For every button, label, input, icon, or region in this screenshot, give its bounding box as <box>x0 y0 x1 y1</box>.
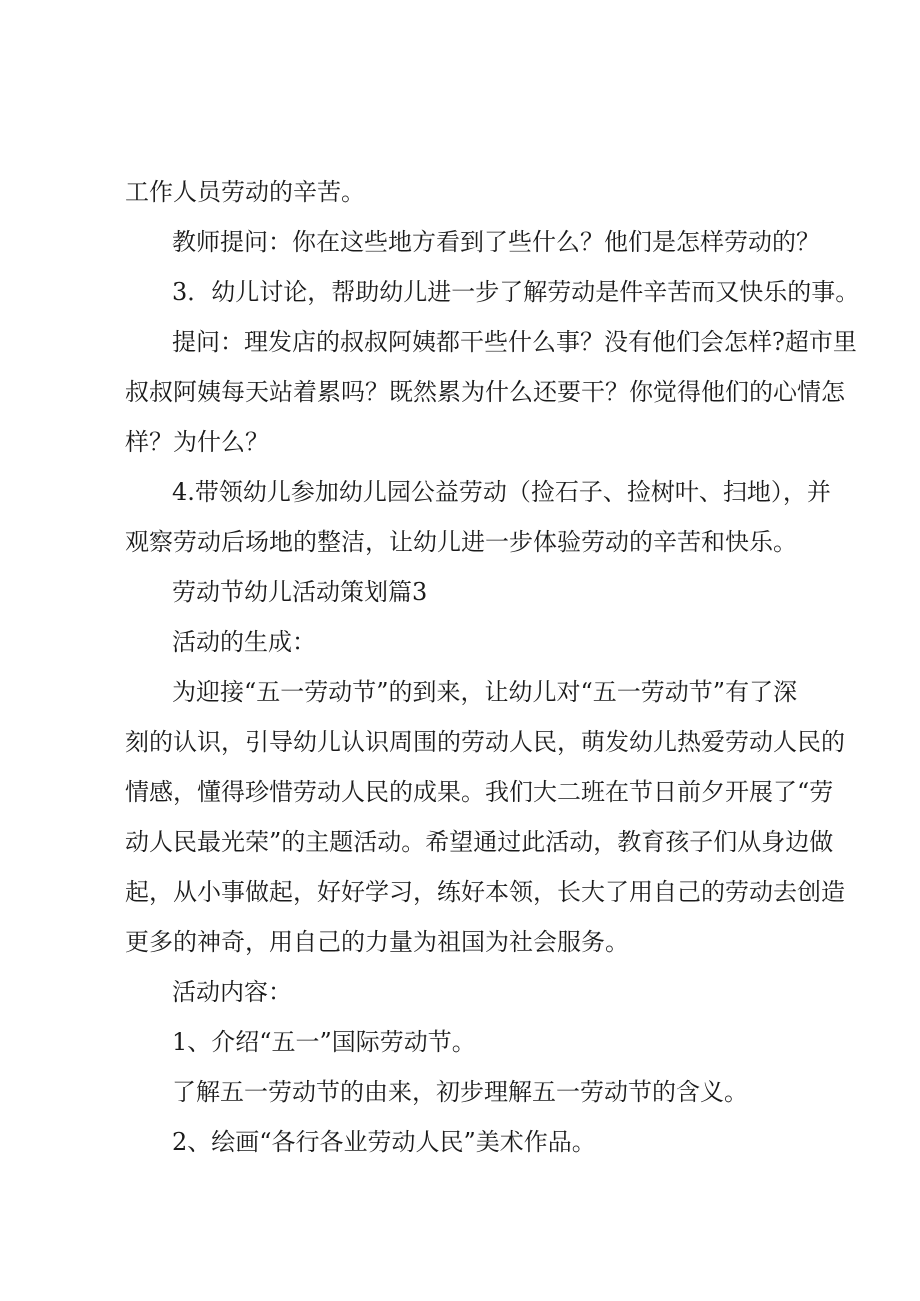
text-line: 3．幼儿讨论，帮助幼儿进一步了解劳动是件辛苦而又快乐的事。 <box>172 278 860 306</box>
text-line: 了解五一劳动节的由来，初步理解五一劳动节的含义。 <box>172 1078 748 1106</box>
text-line: 提问：理发店的叔叔阿姨都干些什么事？没有他们会怎样?超市里 <box>172 328 857 356</box>
text-line: 刻的认识，引导幼儿认识周围的劳动人民，萌发幼儿热爱劳动人民的 <box>125 728 845 756</box>
text-line: 样？为什么？ <box>125 428 269 456</box>
subheading: 活动的生成： <box>172 628 316 656</box>
text-line: 观察劳动后场地的整洁，让幼儿进一步体验劳动的辛苦和快乐。 <box>125 528 797 556</box>
text-line: 工作人员劳动的辛苦。 <box>125 178 365 206</box>
text-line: 动人民最光荣”的主题活动。希望通过此活动，教育孩子们从身边做 <box>125 828 834 856</box>
text-line: 4.带领幼儿参加幼儿园公益劳动（捡石子、捡树叶、扫地），并 <box>172 478 831 506</box>
text-line: 为迎接“五一劳动节”的到来，让幼儿对“五一劳动节”有了深 <box>172 678 798 706</box>
list-item: 1、介绍“五一”国际劳动节。 <box>172 1028 476 1056</box>
text-line: 教师提问：你在这些地方看到了些什么？他们是怎样劳动的？ <box>172 228 820 256</box>
text-line: 叔叔阿姨每天站着累吗？既然累为什么还要干？你觉得他们的心情怎 <box>125 378 845 406</box>
text-line: 情感，懂得珍惜劳动人民的成果。我们大二班在节日前夕开展了“劳 <box>125 778 834 806</box>
list-item: 2、绘画“各行各业劳动人民”美术作品。 <box>172 1128 596 1156</box>
text-line: 更多的神奇，用自己的力量为祖国为社会服务。 <box>125 928 629 956</box>
section-heading: 劳动节幼儿活动策划篇3 <box>172 578 428 606</box>
text-line: 起，从小事做起，好好学习，练好本领，长大了用自己的劳动去创造 <box>125 878 845 906</box>
subheading: 活动内容： <box>172 978 292 1006</box>
